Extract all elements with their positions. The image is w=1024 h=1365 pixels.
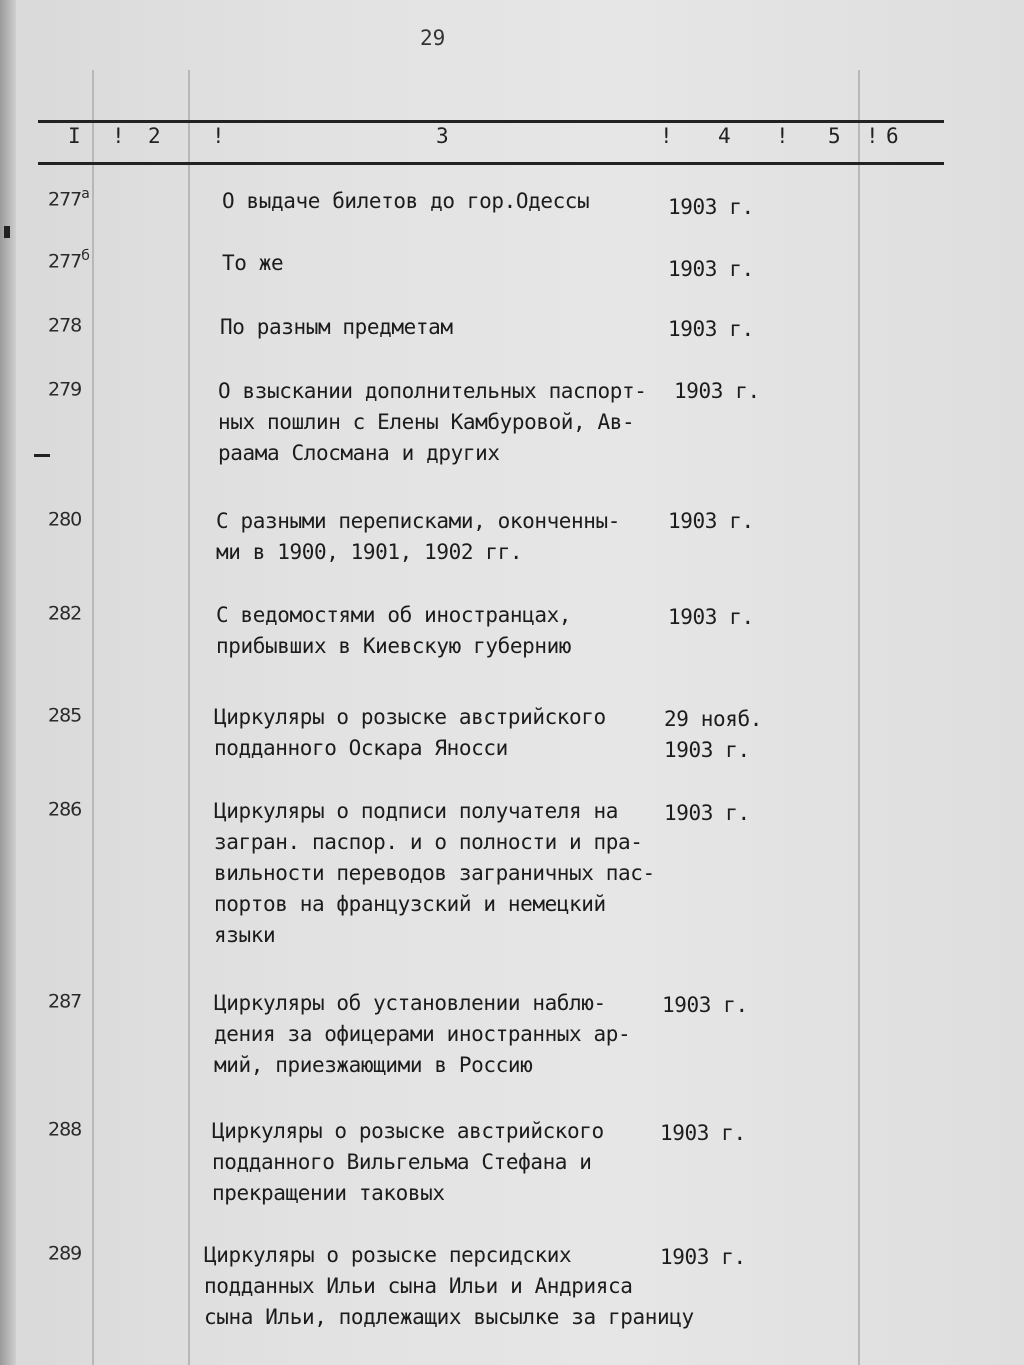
column-ruling-3: [858, 70, 860, 1365]
page-number: 29: [420, 26, 446, 50]
header-sep: !: [776, 124, 789, 148]
row-date: 1903 г.: [660, 1121, 746, 1145]
row-number: 288: [48, 1118, 82, 1141]
column-ruling-2: [188, 70, 190, 1365]
row-title: О выдаче билетов до гор.Одессы: [222, 189, 590, 213]
row-number: 278: [48, 314, 82, 337]
row-date: 1903 г.: [668, 605, 754, 629]
row-title: Циркуляры о подписи получателя на загран. паспор. и о полности и пра- вильности переводов заграничных пас- портов на французский и немецкий языки: [214, 799, 655, 947]
header-col-4: 4: [718, 124, 731, 148]
header-top-rule: [38, 120, 944, 123]
header-col-1: I: [68, 124, 81, 148]
row-number: 280: [48, 508, 82, 531]
header-bottom-rule: [38, 162, 944, 165]
row-title: По разным предметам: [220, 315, 453, 339]
header-col-3: 3: [436, 124, 449, 148]
margin-mark: [4, 226, 10, 238]
row-date: 1903 г.: [660, 1245, 746, 1269]
row-date: 1903 г.: [664, 801, 750, 825]
row-date: 1903 г.: [674, 379, 760, 403]
row-number: $277^а$: [48, 186, 89, 211]
row-title: То же: [222, 251, 284, 275]
row-title: С ведомостями об иностранцах, прибывших в Киевскую губернию: [216, 603, 572, 658]
row-date: 1903 г.: [668, 195, 754, 219]
row-title: Циркуляры о розыске персидских подданных Ильи сына Ильи и Андрияса сына Ильи, подлежащих высылке за границу: [204, 1243, 694, 1329]
row-number: 279: [48, 378, 82, 401]
header-sep: !: [112, 124, 125, 148]
row-number: 286: [48, 798, 82, 821]
row-date: 1903 г.: [668, 317, 754, 341]
row-number: 285: [48, 704, 82, 727]
row-date: 1903 г.: [662, 993, 748, 1017]
row-title: Циркуляры об установлении наблю- дения за офицерами иностранных ар- мий, приезжающими в Россию: [214, 991, 631, 1077]
row-title: Циркуляры о розыске австрийского подданного Вильгельма Стефана и прекращении таковых: [212, 1119, 604, 1205]
column-ruling-1: [92, 70, 94, 1365]
row-number: $277^б$: [48, 248, 89, 273]
row-date: 1903 г.: [668, 257, 754, 281]
row-title: О взыскании дополнительных паспорт- ных пошлин с Елены Камбуровой, Ав- раама Слосмана и других: [218, 379, 647, 465]
header-col-6: 6: [886, 124, 899, 148]
row-date: 29 нояб. 1903 г.: [664, 707, 762, 762]
row-date: 1903 г.: [668, 509, 754, 533]
row-number: 289: [48, 1242, 82, 1265]
row-number: 282: [48, 602, 82, 625]
margin-dash: [34, 454, 50, 457]
header-col-5: 5: [828, 124, 841, 148]
binding-edge: [0, 0, 16, 1365]
header-sep: !: [212, 124, 225, 148]
row-number: 287: [48, 990, 82, 1013]
header-sep: !: [660, 124, 673, 148]
row-title: С разными переписками, оконченны- ми в 1900, 1901, 1902 гг.: [216, 509, 621, 564]
row-title: Циркуляры о розыске австрийского подданного Оскара Яносси: [214, 705, 606, 760]
header-col-2: 2: [148, 124, 161, 148]
header-sep: !: [866, 124, 879, 148]
